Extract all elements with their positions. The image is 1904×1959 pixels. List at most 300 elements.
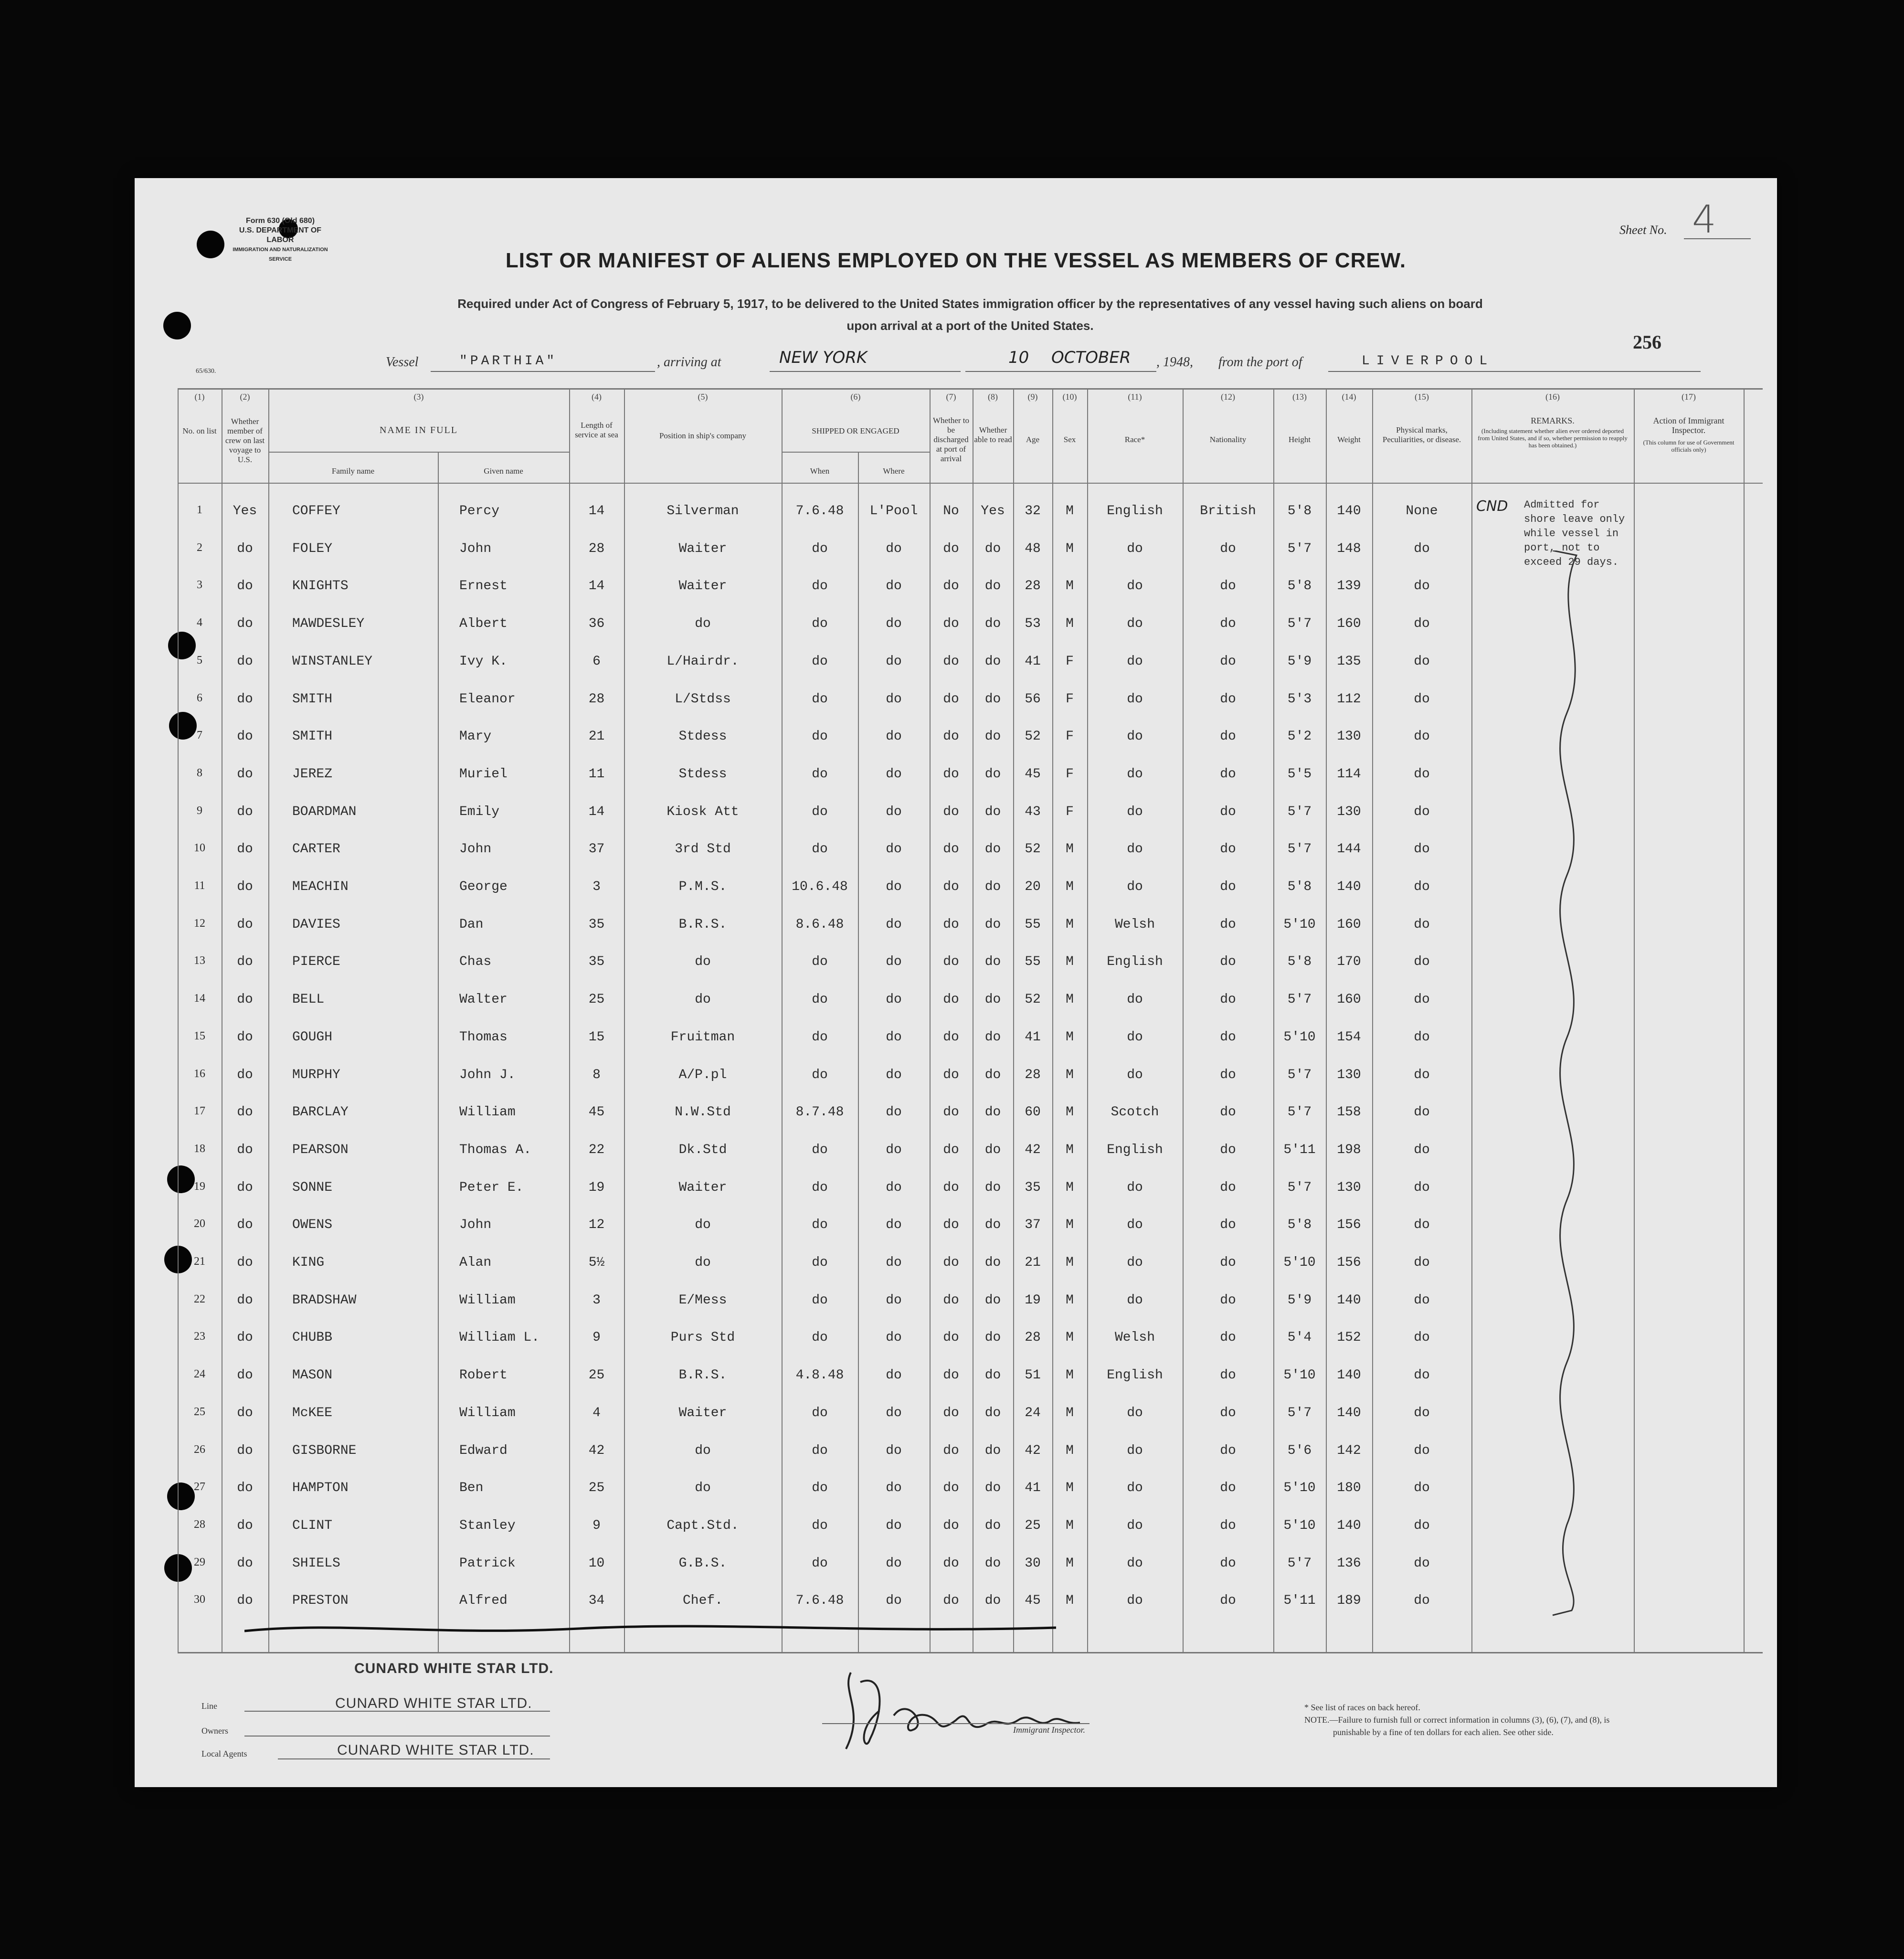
cell-marks: do	[1414, 804, 1430, 819]
cell-race: do	[1127, 1593, 1143, 1609]
table-row	[135, 1368, 1777, 1404]
cell-race: do	[1127, 1556, 1143, 1571]
cell-where: do	[886, 1481, 902, 1496]
cell-age: 20	[1025, 879, 1041, 894]
cell-age: 45	[1025, 1593, 1041, 1609]
cell-nat: do	[1220, 1518, 1236, 1533]
col-num-13: (13)	[1292, 392, 1307, 402]
col-num-6: (6)	[850, 392, 861, 402]
cell-race: do	[1127, 842, 1143, 857]
cell-crew: do	[237, 1105, 253, 1120]
table-row	[135, 879, 1777, 916]
cell-marks: None	[1406, 504, 1438, 519]
cell-when: do	[812, 541, 828, 556]
cell-weight: 130	[1337, 1067, 1361, 1082]
cell-race: do	[1127, 1067, 1143, 1082]
cell-n: 22	[194, 1292, 205, 1305]
cell-age: 43	[1025, 804, 1041, 819]
cell-race: do	[1127, 616, 1143, 632]
cell-read: do	[984, 1105, 1001, 1120]
cell-service: 5½	[588, 1255, 605, 1270]
cell-sex: M	[1066, 1443, 1074, 1458]
footer-line-label: Line	[201, 1701, 217, 1711]
cell-marks: do	[1414, 1180, 1430, 1195]
cell-age: 55	[1025, 954, 1041, 970]
penalty-note-2: punishable by a fine of ten dollars for each alien. See other side.	[1333, 1727, 1554, 1737]
cell-race: Scotch	[1111, 1105, 1159, 1120]
cell-race: do	[1127, 1255, 1143, 1270]
cell-given: Stanley	[459, 1518, 516, 1533]
races-note: * See list of races on back hereof.	[1304, 1703, 1420, 1712]
cell-n: 3	[197, 579, 202, 592]
cell-given: Thomas	[459, 1029, 508, 1045]
header-family-name: Family name	[331, 466, 375, 476]
cell-when: do	[812, 1405, 828, 1420]
cell-race: Welsh	[1114, 917, 1155, 932]
cell-when: do	[812, 691, 828, 707]
cell-family: MEACHIN	[292, 879, 349, 894]
cell-weight: 112	[1337, 691, 1361, 707]
cell-age: 24	[1025, 1405, 1041, 1420]
cell-race: do	[1127, 1029, 1143, 1045]
cell-n: 15	[194, 1029, 205, 1042]
cell-n: 1	[197, 504, 202, 516]
cell-given: William L.	[459, 1330, 540, 1345]
cell-position: Waiter	[678, 1180, 727, 1195]
cell-read: do	[984, 992, 1001, 1007]
cell-crew: do	[237, 1330, 253, 1345]
cell-when: do	[812, 766, 828, 782]
cell-where: do	[886, 1405, 902, 1420]
cell-when: do	[812, 729, 828, 744]
cell-disch: do	[943, 879, 959, 894]
cell-read: do	[984, 1556, 1001, 1571]
cell-disch: do	[943, 1105, 959, 1120]
cell-n: 9	[197, 804, 202, 817]
cell-nat: do	[1220, 541, 1236, 556]
footer-company: CUNARD WHITE STAR LTD.	[354, 1661, 554, 1676]
cell-sex: M	[1066, 1556, 1074, 1571]
cell-service: 45	[588, 1105, 605, 1120]
cell-nat: do	[1220, 879, 1236, 894]
cell-age: 48	[1025, 541, 1041, 556]
cell-given: George	[459, 879, 508, 894]
cell-age: 28	[1025, 579, 1041, 594]
cell-where: do	[886, 1255, 902, 1270]
cell-family: SONNE	[292, 1180, 333, 1195]
table-row	[135, 1068, 1777, 1104]
cell-family: MAWDESLEY	[292, 616, 365, 632]
cell-service: 8	[592, 1067, 601, 1082]
cell-marks: do	[1414, 1443, 1430, 1458]
cell-height: 5'7	[1287, 992, 1312, 1007]
table-row	[135, 954, 1777, 991]
cell-disch: do	[943, 1518, 959, 1533]
cell-sex: M	[1066, 1481, 1074, 1496]
cell-height: 5'5	[1287, 766, 1312, 782]
cell-race: do	[1127, 1218, 1143, 1233]
cell-crew: do	[237, 616, 253, 632]
cell-where: do	[886, 541, 902, 556]
cell-age: 52	[1025, 992, 1041, 1007]
cell-read: do	[984, 917, 1001, 932]
cell-marks: do	[1414, 1330, 1430, 1345]
cell-sex: M	[1066, 879, 1074, 894]
cell-read: do	[984, 1029, 1001, 1045]
subtitle-line-2: upon arrival at a port of the United States.	[846, 318, 1094, 333]
cell-nat: do	[1220, 1443, 1236, 1458]
cell-age: 21	[1025, 1255, 1041, 1270]
cell-position: P.M.S.	[678, 879, 727, 894]
col-num-17: (17)	[1682, 392, 1696, 402]
cell-disch: do	[943, 842, 959, 857]
cell-position: N.W.Std	[675, 1105, 731, 1120]
table-row	[135, 616, 1777, 653]
header-able-to-read: Whether able to read	[974, 425, 1012, 444]
cell-sex: M	[1066, 1292, 1074, 1308]
cell-race: do	[1127, 1481, 1143, 1496]
cell-service: 34	[588, 1593, 605, 1609]
cell-family: MASON	[292, 1368, 333, 1383]
service-label: IMMIGRATION AND NATURALIZATION SERVICE	[233, 247, 328, 262]
cell-family: PEARSON	[292, 1142, 349, 1157]
cell-when: do	[812, 1218, 828, 1233]
cell-n: 17	[194, 1105, 205, 1118]
cell-marks: do	[1414, 1368, 1430, 1383]
cell-weight: 160	[1337, 992, 1361, 1007]
header-name-in-full: NAME IN FULL	[380, 425, 458, 435]
cell-given: John	[459, 1218, 492, 1233]
page-title: LIST OR MANIFEST OF ALIENS EMPLOYED ON THE VESSEL AS MEMBERS OF CREW.	[505, 249, 1407, 272]
cell-disch: do	[943, 616, 959, 632]
cell-weight: 140	[1337, 1518, 1361, 1533]
cell-where: do	[886, 1142, 902, 1157]
table-row	[135, 1293, 1777, 1329]
cell-read: do	[984, 1330, 1001, 1345]
cell-crew: do	[237, 804, 253, 819]
cell-position: do	[695, 992, 711, 1007]
cell-service: 9	[592, 1518, 601, 1533]
cell-crew: do	[237, 1180, 253, 1195]
cell-family: OWENS	[292, 1218, 333, 1233]
cell-weight: 142	[1337, 1443, 1361, 1458]
cell-sex: M	[1066, 1142, 1074, 1157]
cell-where: do	[886, 1292, 902, 1308]
cell-position: do	[695, 616, 711, 632]
cell-service: 14	[588, 804, 605, 819]
cell-sex: M	[1066, 1067, 1074, 1082]
cell-nat: do	[1220, 654, 1236, 669]
table-row	[135, 504, 1777, 540]
cell-given: Chas	[459, 954, 492, 970]
cell-where: do	[886, 954, 902, 970]
cell-position: Stdess	[678, 729, 727, 744]
cell-height: 5'7	[1287, 1067, 1312, 1082]
cell-where: do	[886, 1443, 902, 1458]
cell-height: 5'9	[1287, 1292, 1312, 1308]
header-position: Position in ship's company	[659, 431, 747, 440]
cell-service: 19	[588, 1180, 605, 1195]
cell-read: do	[984, 954, 1001, 970]
cell-where: do	[886, 1593, 902, 1609]
cell-family: WINSTANLEY	[292, 654, 373, 669]
cell-weight: 136	[1337, 1556, 1361, 1571]
cell-marks: do	[1414, 917, 1430, 932]
cell-where: do	[886, 992, 902, 1007]
cell-crew: do	[237, 691, 253, 707]
cell-when: do	[812, 1481, 828, 1496]
cell-height: 5'10	[1283, 917, 1316, 932]
cell-marks: do	[1414, 654, 1430, 669]
cell-crew: do	[237, 1518, 253, 1533]
table-row	[135, 1218, 1777, 1254]
cell-marks: do	[1414, 879, 1430, 894]
cell-sex: M	[1066, 842, 1074, 857]
cell-sex: M	[1066, 1180, 1074, 1195]
cell-position: Dk.Std	[678, 1142, 727, 1157]
cell-weight: 160	[1337, 616, 1361, 632]
cell-n: 14	[194, 992, 205, 1005]
cell-age: 60	[1025, 1105, 1041, 1120]
cell-position: do	[695, 1443, 711, 1458]
cell-race: do	[1127, 879, 1143, 894]
cell-when: 4.8.48	[795, 1368, 844, 1383]
cell-disch: do	[943, 1330, 959, 1345]
cell-service: 11	[588, 766, 605, 782]
cell-position: Waiter	[678, 579, 727, 594]
cell-age: 52	[1025, 842, 1041, 857]
cell-sex: M	[1066, 917, 1074, 932]
cell-weight: 144	[1337, 842, 1361, 857]
cell-nat: do	[1220, 1218, 1236, 1233]
cell-marks: do	[1414, 1405, 1430, 1420]
cell-read: do	[984, 1067, 1001, 1082]
table-row	[135, 1030, 1777, 1066]
cell-weight: 140	[1337, 1292, 1361, 1308]
cell-height: 5'9	[1287, 654, 1312, 669]
cell-sex: M	[1066, 504, 1074, 519]
cell-race: do	[1127, 541, 1143, 556]
cell-age: 41	[1025, 1029, 1041, 1045]
cell-crew: do	[237, 1556, 253, 1571]
from-port: LIVERPOOL	[1362, 354, 1494, 369]
cell-height: 5'8	[1287, 879, 1312, 894]
penalty-note-1: NOTE.—Failure to furnish full or correct information in columns (3), (6), (7), and (8), is	[1304, 1715, 1610, 1725]
table-row	[135, 1443, 1777, 1480]
cell-read: do	[984, 879, 1001, 894]
cell-height: 5'2	[1287, 729, 1312, 744]
cell-height: 5'7	[1287, 1180, 1312, 1195]
cell-read: do	[984, 1292, 1001, 1308]
col-num-9: (9)	[1027, 392, 1038, 402]
cell-when: do	[812, 804, 828, 819]
cell-crew: do	[237, 1029, 253, 1045]
cell-position: Fruitman	[670, 1029, 735, 1045]
cell-age: 45	[1025, 766, 1041, 782]
form-number: Form 630 (Old 680)	[245, 217, 315, 225]
cell-crew: Yes	[233, 504, 257, 519]
cell-where: do	[886, 1029, 902, 1045]
cell-read: do	[984, 616, 1001, 632]
inspector-signature	[813, 1653, 1109, 1768]
table-row	[135, 541, 1777, 578]
cell-crew: do	[237, 917, 253, 932]
cell-sex: F	[1066, 654, 1074, 669]
cell-weight: 139	[1337, 579, 1361, 594]
cell-sex: F	[1066, 804, 1074, 819]
table-row	[135, 579, 1777, 615]
cell-when: do	[812, 1142, 828, 1157]
footer-agents-value: CUNARD WHITE STAR LTD.	[337, 1742, 534, 1758]
table-row	[135, 692, 1777, 728]
col-num-14: (14)	[1342, 392, 1356, 402]
cell-service: 10	[588, 1556, 605, 1571]
col-num-8: (8)	[988, 392, 998, 402]
cell-disch: do	[943, 1255, 959, 1270]
col-num-10: (10)	[1062, 392, 1077, 402]
cell-when: do	[812, 1556, 828, 1571]
cell-marks: do	[1414, 1292, 1430, 1308]
cell-disch: do	[943, 1292, 959, 1308]
cell-given: John J.	[459, 1067, 516, 1082]
cell-where: do	[886, 691, 902, 707]
cell-read: do	[984, 1481, 1001, 1496]
cell-family: PIERCE	[292, 954, 340, 970]
cell-family: GISBORNE	[292, 1443, 357, 1458]
cell-race: English	[1107, 504, 1163, 519]
cell-when: do	[812, 1518, 828, 1533]
cell-crew: do	[237, 842, 253, 857]
cell-read: do	[984, 1405, 1001, 1420]
cell-service: 9	[592, 1330, 601, 1345]
arrival-month: OCTOBER	[1051, 348, 1131, 367]
header-height: Height	[1288, 435, 1311, 444]
cell-height: 5'7	[1287, 1556, 1312, 1571]
cell-service: 25	[588, 1368, 605, 1383]
cell-disch: do	[943, 1405, 959, 1420]
cell-race: do	[1127, 804, 1143, 819]
col-num-3: (3)	[413, 392, 424, 402]
cell-age: 56	[1025, 691, 1041, 707]
cell-service: 15	[588, 1029, 605, 1045]
table-row	[135, 1180, 1777, 1217]
cell-position: L/Hairdr.	[666, 654, 739, 669]
cell-sex: M	[1066, 954, 1074, 970]
cell-sex: F	[1066, 729, 1074, 744]
cell-race: English	[1107, 1368, 1163, 1383]
cell-nat: do	[1220, 917, 1236, 932]
arrival-year: , 1948,	[1156, 355, 1193, 370]
cell-where: do	[886, 1556, 902, 1571]
cell-disch: do	[943, 1481, 959, 1496]
cell-age: 32	[1025, 504, 1041, 519]
cell-when: do	[812, 1067, 828, 1082]
cell-marks: do	[1414, 1255, 1430, 1270]
cell-race: English	[1107, 954, 1163, 970]
cell-marks: do	[1414, 954, 1430, 970]
cell-family: SMITH	[292, 729, 333, 744]
cell-family: CARTER	[292, 842, 340, 857]
cell-n: 12	[194, 917, 205, 930]
cell-service: 21	[588, 729, 605, 744]
cell-height: 5'10	[1283, 1481, 1316, 1496]
cell-nat: do	[1220, 1067, 1236, 1082]
cell-given: Patrick	[459, 1556, 516, 1571]
header-physical-marks: Physical marks, Peculiarities, or disease.	[1382, 425, 1461, 444]
cell-position: Capt.Std.	[666, 1518, 739, 1533]
cell-read: do	[984, 579, 1001, 594]
cell-when: do	[812, 1443, 828, 1458]
col-num-7: (7)	[946, 392, 956, 402]
cell-race: do	[1127, 1443, 1143, 1458]
cell-height: 5'6	[1287, 1443, 1312, 1458]
cell-height: 5'7	[1287, 1405, 1312, 1420]
cell-family: SMITH	[292, 691, 333, 707]
arriving-label: , arriving at	[657, 355, 721, 370]
cell-sex: M	[1066, 579, 1074, 594]
cell-sex: F	[1066, 766, 1074, 782]
cell-nat: do	[1220, 1405, 1236, 1420]
col-num-16: (16)	[1545, 392, 1560, 402]
cell-marks: do	[1414, 842, 1430, 857]
footer-note	[1304, 1701, 1686, 1738]
cell-sex: M	[1066, 992, 1074, 1007]
cell-when: 8.7.48	[795, 1105, 844, 1120]
cell-n: 24	[194, 1368, 205, 1381]
table-row	[135, 1481, 1777, 1517]
cell-nat: do	[1220, 1029, 1236, 1045]
cell-n: 8	[197, 766, 202, 779]
cell-n: 10	[194, 842, 205, 855]
cell-crew: do	[237, 879, 253, 894]
cell-where: do	[886, 579, 902, 594]
cell-service: 4	[592, 1405, 601, 1420]
cell-height: 5'3	[1287, 691, 1312, 707]
cell-height: 5'8	[1287, 504, 1312, 519]
cell-n: 4	[197, 616, 202, 629]
cell-race: do	[1127, 729, 1143, 744]
cell-nat: do	[1220, 616, 1236, 632]
cell-family: KING	[292, 1255, 325, 1270]
cell-age: 28	[1025, 1330, 1041, 1345]
cell-given: Alan	[459, 1255, 492, 1270]
header-where: Where	[883, 466, 905, 476]
cell-weight: 135	[1337, 654, 1361, 669]
cell-when: do	[812, 616, 828, 632]
header-length-of-service: Length of service at sea	[575, 421, 618, 439]
table-row	[135, 917, 1777, 953]
footer-owners-label: Owners	[201, 1726, 228, 1736]
cell-where: do	[886, 879, 902, 894]
header-discharged: Whether to be discharged at port of arrival	[933, 416, 969, 463]
cell-service: 25	[588, 992, 605, 1007]
cell-read: do	[984, 804, 1001, 819]
table-row	[135, 1406, 1777, 1442]
table-row	[135, 992, 1777, 1028]
cell-where: do	[886, 1368, 902, 1383]
cell-read: do	[984, 1142, 1001, 1157]
cell-height: 5'7	[1287, 616, 1312, 632]
cell-weight: 130	[1337, 804, 1361, 819]
cell-given: Edward	[459, 1443, 508, 1458]
cell-nat: do	[1220, 1368, 1236, 1383]
cell-race: do	[1127, 766, 1143, 782]
vessel-label: Vessel	[386, 355, 419, 370]
cell-where: do	[886, 1180, 902, 1195]
cell-crew: do	[237, 1481, 253, 1496]
cell-nat: do	[1220, 804, 1236, 819]
table-row	[135, 842, 1777, 878]
